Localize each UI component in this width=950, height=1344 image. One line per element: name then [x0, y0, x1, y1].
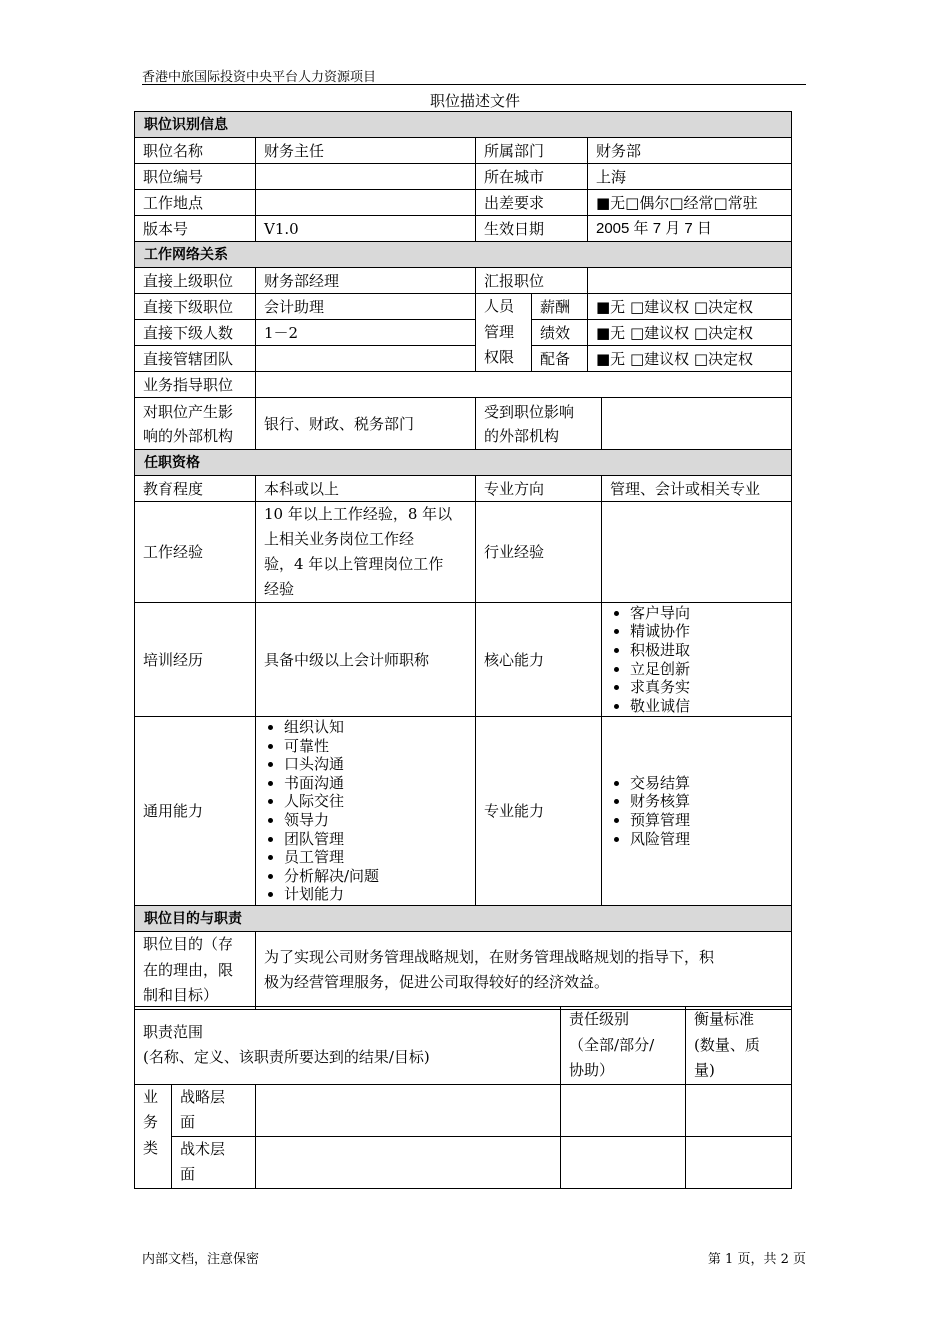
business-guidance-value — [256, 372, 792, 398]
job-description-table — [134, 111, 792, 1010]
tactical-level-line-1: 战术层 — [180, 1139, 226, 1158]
job-purpose-label-line-3: 制和目标） — [143, 986, 219, 1004]
job-purpose-label-line-1: 职位目的（存 — [143, 935, 234, 953]
version-label: 版本号 — [135, 216, 256, 242]
section-qualifications: 任职资格 — [135, 450, 792, 476]
training-value: 具备中级以上会计师职称 — [256, 603, 476, 717]
education-label: 教育程度 — [135, 476, 256, 502]
business-category-char-2: 务 — [143, 1113, 159, 1131]
header-divider — [142, 84, 806, 85]
city-value: 上海 — [588, 164, 792, 190]
job-purpose-label — [135, 932, 256, 1010]
authority-label — [476, 294, 532, 372]
superior-value: 财务部经理 — [256, 268, 476, 294]
job-purpose-value — [256, 932, 792, 1010]
external-affecting-label — [135, 398, 256, 450]
list-item: • 计划能力 — [284, 885, 467, 904]
section-purpose: 职位目的与职责 — [135, 906, 792, 932]
superior-label: 直接上级职位 — [135, 268, 256, 294]
staffing-authority-value: ■无 □建议权 □决定权 — [588, 346, 792, 372]
responsibility-level-header — [561, 1007, 686, 1085]
salary-label: 薪酬 — [532, 294, 588, 320]
list-item: • 团队管理 — [284, 830, 467, 849]
subordinate-value: 会计助理 — [256, 294, 476, 320]
business-category-label — [135, 1084, 172, 1188]
work-experience-line-1: 10 年以上工作经验，8 年以 — [264, 505, 453, 523]
list-item: • 分析解决/问题 — [284, 867, 467, 886]
list-item: • 积极进取 — [630, 641, 783, 660]
list-item: • 人际交往 — [284, 792, 467, 811]
travel-label: 出差要求 — [476, 190, 588, 216]
job-title-label: 职位名称 — [135, 138, 256, 164]
measurement-line-1: 衡量标准 — [694, 1010, 755, 1028]
work-location-label: 工作地点 — [135, 190, 256, 216]
external-affected-value — [602, 398, 792, 450]
strategic-level-line-2: 面 — [180, 1113, 196, 1131]
list-item: • 预算管理 — [630, 811, 783, 830]
authority-line-1: 人员 — [484, 297, 515, 315]
list-item: • 风险管理 — [630, 830, 783, 849]
strategic-level-label — [172, 1084, 256, 1136]
strategic-measure-cell — [686, 1084, 792, 1136]
subordinate-label: 直接下级职位 — [135, 294, 256, 320]
external-affecting-label-line-2: 响的外部机构 — [143, 426, 234, 445]
responsibility-scope-desc: (名称、定义、该职责所要达到的结果/目标) — [143, 1048, 430, 1067]
authority-line-2: 管理 — [484, 322, 515, 341]
tactical-level-line-2: 面 — [180, 1165, 196, 1183]
list-item: • 员工管理 — [284, 848, 467, 867]
professional-competency-label: 专业能力 — [476, 717, 602, 906]
major-label: 专业方向 — [476, 476, 602, 502]
list-item: • 立足创新 — [630, 660, 783, 679]
responsibility-level-line-3: 协助） — [569, 1061, 615, 1079]
responsibility-scope-title: 职责范围 — [143, 1022, 204, 1041]
job-code-value — [256, 164, 476, 190]
work-experience-label: 工作经验 — [135, 502, 256, 603]
list-item: • 组织认知 — [284, 718, 467, 737]
business-guidance-label: 业务指导职位 — [135, 372, 256, 398]
general-competency-list — [256, 718, 467, 904]
job-purpose-line-2: 极为经营管理服务，促进公司取得较好的经济效益。 — [264, 973, 610, 992]
effective-date-label: 生效日期 — [476, 216, 588, 242]
authority-line-3: 权限 — [484, 348, 515, 366]
responsibility-level-line-1: 责任级别 — [569, 1010, 630, 1028]
list-item: • 领导力 — [284, 811, 467, 830]
job-title-value: 财务主任 — [256, 138, 476, 164]
section-network: 工作网络关系 — [135, 242, 792, 268]
list-item: • 可靠性 — [284, 737, 467, 756]
external-affected-label — [476, 398, 602, 450]
page-number: 第 1 页，共 2 页 — [707, 1252, 806, 1267]
industry-experience-value — [602, 502, 792, 603]
list-item: • 财务核算 — [630, 792, 783, 811]
measurement-line-2: (数量、质 — [694, 1035, 760, 1054]
version-value: V1.0 — [256, 216, 476, 242]
performance-label: 绩效 — [532, 320, 588, 346]
department-value: 财务部 — [588, 138, 792, 164]
list-item: • 口头沟通 — [284, 755, 467, 774]
external-affected-label-line-2: 的外部机构 — [484, 426, 560, 445]
core-competency-list — [602, 604, 783, 716]
salary-authority-value: ■无 □建议权 □决定权 — [588, 294, 792, 320]
tactical-level-cell — [561, 1136, 686, 1188]
responsibility-scope-header — [135, 1007, 561, 1085]
work-location-value — [256, 190, 476, 216]
team-label: 直接管辖团队 — [135, 346, 256, 372]
general-competency-label: 通用能力 — [135, 717, 256, 906]
measurement-line-3: 量) — [694, 1061, 715, 1079]
tactical-level-label — [172, 1136, 256, 1188]
list-item: • 求真务实 — [630, 678, 783, 697]
core-competency-label: 核心能力 — [476, 603, 602, 717]
strategic-level-line-1: 战略层 — [180, 1087, 226, 1106]
tactical-measure-cell — [686, 1136, 792, 1188]
external-affected-label-line-1: 受到职位影响 — [484, 402, 575, 421]
business-category-char-3: 类 — [143, 1138, 159, 1157]
subordinate-count-value: 1－2 — [256, 320, 476, 346]
job-purpose-label-line-2: 在的理由，限 — [143, 960, 234, 979]
document-title: 职位描述文件 — [429, 92, 520, 110]
city-label: 所在城市 — [476, 164, 588, 190]
work-experience-line-4: 经验 — [264, 580, 295, 598]
subordinate-count-label: 直接下级人数 — [135, 320, 256, 346]
report-value — [588, 268, 792, 294]
strategic-level-cell — [561, 1084, 686, 1136]
major-value: 管理、会计或相关专业 — [602, 476, 792, 502]
work-experience-line-2: 上相关业务岗位工作经 — [264, 530, 415, 548]
industry-experience-label: 行业经验 — [476, 502, 602, 603]
staffing-label: 配备 — [532, 346, 588, 372]
responsibilities-table — [134, 1006, 792, 1189]
business-category-char-1: 业 — [143, 1087, 159, 1106]
confidential-footer: 内部文档，注意保密 — [142, 1252, 260, 1267]
tactical-scope-cell — [256, 1136, 561, 1188]
list-item: • 客户导向 — [630, 604, 783, 623]
team-value — [256, 346, 476, 372]
list-item: • 交易结算 — [630, 774, 783, 793]
report-label: 汇报职位 — [476, 268, 588, 294]
effective-date-value: 2005 年 7 月 7 日 — [588, 216, 792, 242]
professional-competency-list-cell — [602, 717, 792, 906]
training-label: 培训经历 — [135, 603, 256, 717]
list-item: • 精诚协作 — [630, 622, 783, 641]
strategic-scope-cell — [256, 1084, 561, 1136]
work-experience-value — [256, 502, 476, 603]
external-affecting-label-line-1: 对职位产生影 — [143, 402, 234, 421]
travel-value: ■无□偶尔□经常□常驻 — [588, 190, 792, 216]
measurement-header — [686, 1007, 792, 1085]
department-label: 所属部门 — [476, 138, 588, 164]
project-header: 香港中旅国际投资中央平台人力资源项目 — [142, 70, 377, 85]
education-value: 本科或以上 — [256, 476, 476, 502]
core-competency-list-cell — [602, 603, 792, 717]
general-competency-list-cell — [256, 717, 476, 906]
job-purpose-line-1: 为了实现公司财务管理战略规划，在财务管理战略规划的指导下，积 — [264, 947, 715, 966]
job-code-label: 职位编号 — [135, 164, 256, 190]
external-affecting-value: 银行、财政、税务部门 — [256, 398, 476, 450]
list-item: • 敬业诚信 — [630, 697, 783, 716]
professional-competency-list — [602, 774, 783, 848]
performance-authority-value: ■无 □建议权 □决定权 — [588, 320, 792, 346]
responsibility-level-line-2: （全部/部分/ — [569, 1035, 655, 1054]
work-experience-line-3: 验，4 年以上管理岗位工作 — [264, 555, 444, 573]
list-item: • 书面沟通 — [284, 774, 467, 793]
section-id-info: 职位识别信息 — [135, 112, 792, 138]
